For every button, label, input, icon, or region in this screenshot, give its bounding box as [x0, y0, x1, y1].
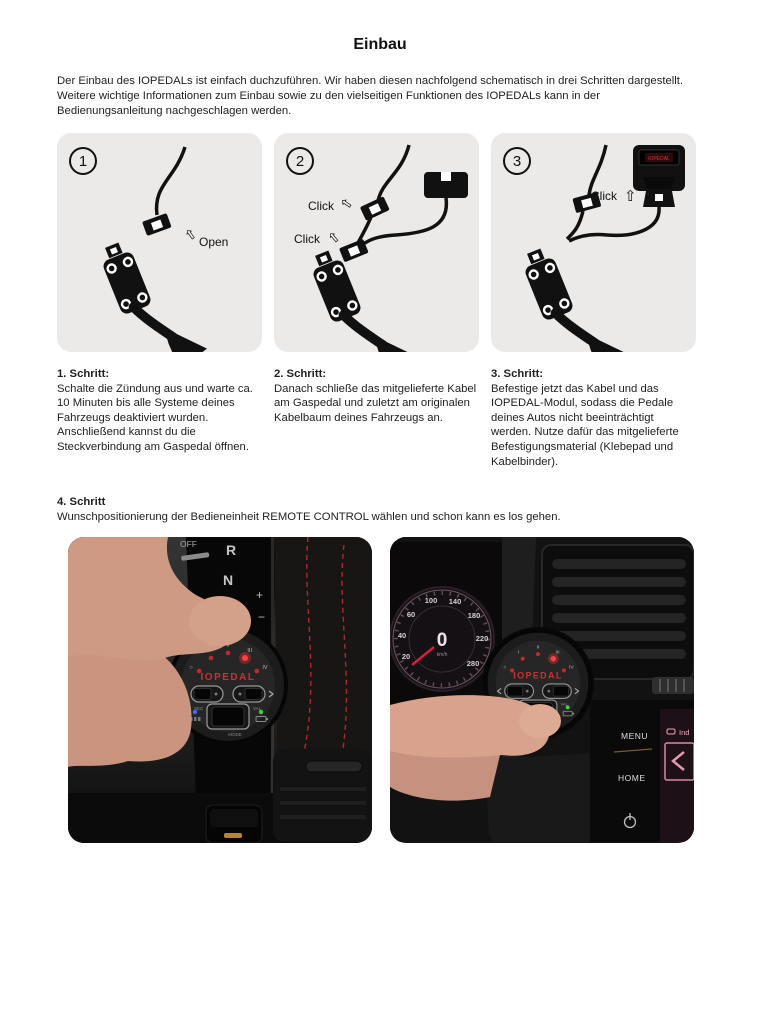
switch-face — [210, 809, 258, 827]
step2-body: Danach schließe das mitgelieferte Kabel am Gaspedal und zuletzt am originalen Kabelbaum deines Fahrzeugs an. — [274, 382, 477, 424]
step3-text-block — [491, 367, 696, 469]
gear-r-label: R — [226, 542, 237, 559]
instruction-page — [0, 36, 760, 843]
click-label-2: Click — [294, 232, 320, 246]
fingertip — [189, 596, 251, 646]
svg-text:60: 60 — [406, 610, 416, 620]
cable — [157, 147, 185, 215]
speed-unit: km/h — [436, 652, 448, 659]
cable-upper — [589, 145, 606, 195]
diagram-row — [57, 133, 703, 352]
photo1-illustration — [68, 537, 372, 843]
step2-text-block — [274, 367, 479, 469]
module-brand: IOPEDAL — [648, 156, 670, 162]
step2-label: 2. Schritt: — [274, 368, 327, 380]
step-number: 2 — [295, 153, 305, 170]
diagram-panel-2 — [274, 133, 479, 352]
photo-row — [57, 537, 703, 843]
svg-text:180: 180 — [467, 611, 481, 621]
svg-text:140: 140 — [448, 597, 462, 607]
touchscreen-edge — [660, 709, 694, 842]
step1-text-block — [57, 367, 262, 469]
diagram-panel-1 — [57, 133, 262, 352]
step4-body: Wunschpositionierung der Bedieneinheit REMOTE CONTROL wählen und schon kann es los gehen. — [57, 511, 561, 524]
gas-pedal — [97, 239, 207, 352]
svg-text:280: 280 — [466, 659, 480, 669]
step1-body: Schalte die Zündung aus und warte ca. 10 Minuten bis alle Systeme deines Fahrzeugs deaktiviert wurden. Anschließend kannst du die Steckverbindung am Gaspedal öffnen. — [57, 382, 253, 453]
gear-plus-label: + — [256, 588, 264, 603]
fingertip — [519, 704, 561, 738]
speedometer — [390, 587, 494, 691]
hand-lower — [390, 751, 500, 801]
open-label: Open — [199, 235, 229, 249]
harness-connector — [424, 172, 468, 198]
step4-label: 4. Schritt — [57, 496, 106, 509]
page-title: Einbau — [353, 36, 407, 53]
shifter-off-label: OFF — [180, 539, 197, 550]
tray-handle — [306, 761, 362, 772]
gear-n-label: N — [223, 572, 234, 589]
click-arrow-icon: ⇧ — [624, 188, 637, 205]
svg-text:100: 100 — [424, 596, 438, 606]
gear-minus-label: − — [258, 610, 266, 625]
click-arrow-2-icon: ⇧ — [324, 227, 344, 248]
photo-remote-on-dash — [390, 537, 694, 843]
click-label: Click — [591, 189, 617, 203]
step3-body: Befestige jetzt das Kabel und das IOPEDAL-Modul, sodass die Pedale deines Autos nicht beeinträchtigt werden. Nutze dafür das mitgelieferte Befestigungsmaterial (Klebepad und Kabelbinder). — [491, 382, 679, 468]
gas-pedal — [307, 247, 417, 352]
home-button-label: HOME — [618, 773, 646, 784]
amber-indicator — [224, 833, 242, 838]
svg-text:220: 220 — [475, 634, 489, 644]
pedal-diagram-step3 — [491, 133, 696, 352]
svg-text:20: 20 — [401, 652, 411, 662]
iopedal-module — [633, 145, 685, 207]
step3-label: 3. Schritt: — [491, 368, 544, 380]
click-label-1: Click — [308, 199, 334, 213]
connector-pedal — [339, 239, 369, 263]
photo2-illustration — [390, 537, 694, 842]
connector-upper — [360, 196, 390, 221]
diagram-panel-3 — [491, 133, 696, 352]
cable-upper — [378, 145, 409, 201]
screen-label: Ind — [679, 728, 690, 738]
step-number: 1 — [78, 153, 88, 170]
cable-mid — [567, 211, 583, 239]
open-arrow-icon: ⇧ — [181, 224, 200, 245]
gas-pedal — [519, 245, 629, 352]
click-arrow-1-icon: ⇧ — [336, 194, 357, 214]
pedal-diagram-step2 — [274, 133, 479, 352]
svg-text:40: 40 — [397, 631, 407, 641]
speed-value: 0 — [436, 630, 448, 652]
connector — [142, 213, 172, 236]
menu-button-label: MENU — [621, 731, 649, 742]
step-number: 3 — [512, 153, 522, 170]
pedal-diagram-step1 — [57, 133, 262, 352]
vent-thumbwheel — [652, 677, 694, 694]
step1-label: 1. Schritt: — [57, 368, 110, 380]
photo-remote-in-hand — [68, 537, 372, 843]
step-texts-row — [57, 367, 703, 469]
step4-text-block — [57, 495, 703, 525]
intro-paragraph: Der Einbau des IOPEDALs ist einfach duchzuführen. Wir haben diesen nachfolgend schematisch in drei Schritten dargestellt. Weitere wichtige Informationen zum Einbau sowie zu den vielseitigen Funktionen des IOPEDALs kann in der Bedienungsanleitung nachgeschlagen werden. — [57, 75, 684, 117]
